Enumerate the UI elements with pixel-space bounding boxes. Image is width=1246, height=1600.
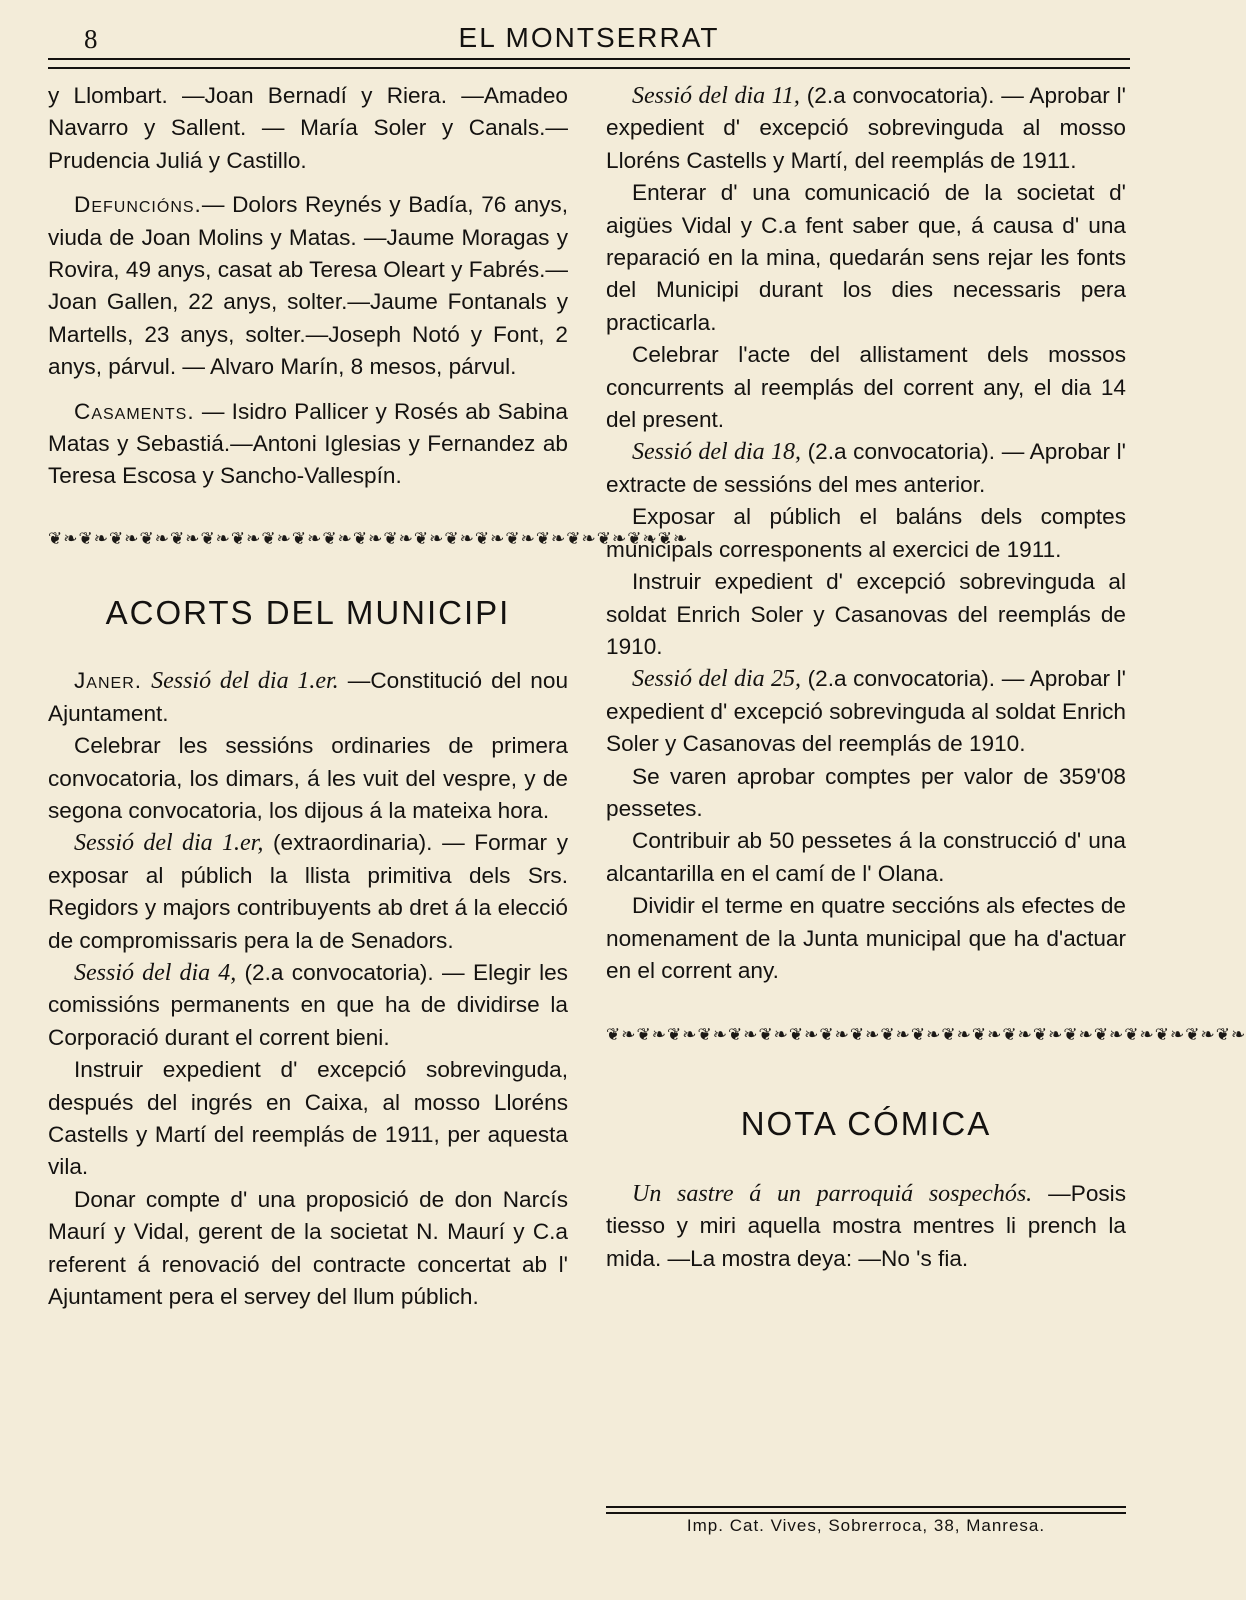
deaths-text: — Dolors Reynés y Badía, 76 anys, viuda de Joan Molins y Matas. —Jaume Moragas y Rovira, 49 anys, casat ab Teresa Oleart y Fabrés.—Joan Gallen, 22 anys, solter.—Jaume Fontanals y Martells, 23 anys, solter.—Joseph Notó y Font, 2 anys, párvul. — Alvaro Marín, 8 mesos, párvul.	[48, 192, 568, 380]
right-column	[606, 80, 1246, 1275]
session-title: Sessió del dia 18,	[632, 439, 802, 466]
paragraph-instruir: Instruir expedient d' excepció sobrevinguda, después del ingrés en Caixa, al mosso Lloréns Castells y Martí del reemplás de 1911, per aquesta vila.	[48, 1057, 568, 1180]
printer-imprint: Imp. Cat. Vives, Sobrerroca, 38, Manresa.	[686, 1516, 1046, 1535]
session-title: Sessió del dia 1.er.	[151, 668, 339, 695]
marriages-paragraph	[48, 396, 568, 493]
session-text: (2.a convocatoria). — Aprobar l' expedient d' excepció sobrevinguda al soldat Enrich Soler y Casanovas del reemplás de 1910.	[606, 666, 1126, 757]
page-header	[48, 18, 1130, 60]
paragraph-donar: Donar compte d' una proposició de don Narcís Maurí y Vidal, gerent de la societat N. Maurí y C.a referent á renovació del contracte concertat ab l' Ajuntament pera el servey del llum públich.	[48, 1186, 568, 1309]
paragraph-instruir-soldat: Instruir expedient d' excepció sobrevinguda al soldat Enrich Soler y Casanovas del reemplás de 1910.	[606, 569, 1126, 659]
session-11-paragraph	[606, 80, 1126, 177]
comic-note-title: Un sastre á un parroquiá sospechós.	[632, 1180, 1033, 1207]
ornament-divider: ❦❧❦❧❦❧❦❧❦❧❦❧❦❧❦❧❦❧❦❧❦❧❦❧❦❧❦❧❦❧❦❧❦❧❦❧❦❧❦❧❦❧	[48, 528, 689, 548]
comic-note-text: —Posis tiesso y miri aquella mostra mentres li prench la mida. —La mostra deya: —No 's fia.	[606, 1180, 1126, 1271]
paragraph-enterar: Enterar d' una comunicació de la societat d' aigües Vidal y C.a fent saber que, á causa d' una reparació en la mina, quedarán sens rejar les fonts del Municipi durant los dies necessaris pera practicarla.	[606, 180, 1126, 335]
session-title: Sessió del dia 1.er,	[74, 830, 264, 857]
header-rule	[48, 58, 1130, 69]
journal-title: EL MONTSERRAT	[458, 22, 720, 53]
session-25-paragraph	[606, 663, 1126, 760]
session-text: (2.a convocatoria). — Aprobar l' extracte de sessións del mes anterior.	[606, 439, 1126, 497]
session-text: —Constitució del nou Ajuntament.	[48, 668, 569, 726]
paragraph-dividir: Dividir el terme en quatre seccións als efectes de nomenament de la Junta municipal que ha d'actuar en el corrent any.	[606, 893, 1126, 983]
session-text: (2.a convocatoria). — Aprobar l' expedient d' excepció sobrevinguda al mosso Lloréns Castells y Martí, del reemplás de 1911.	[606, 83, 1126, 173]
section-heading-nota: NOTA CÓMICA	[740, 1104, 992, 1142]
left-column	[48, 80, 689, 1313]
deaths-label: Defuncións.	[74, 192, 202, 218]
session-1-paragraph	[48, 665, 568, 730]
section-heading-acorts: ACORTS DEL MUNICIPI	[105, 594, 511, 632]
paragraph-exposar: Exposar al públich el baláns dels comptes municipals corresponents al exercici de 1911.	[606, 504, 1126, 562]
paragraph-comptes: Se varen aprobar comptes per valor de 359'08 pessetes.	[606, 763, 1126, 821]
paragraph-contribuir: Contribuir ab 50 pessetes á la construcció d' una alcantarilla en el camí de l' Olana.	[606, 828, 1126, 886]
session-1b-paragraph	[48, 827, 568, 957]
births-list-continued: y Llombart. —Joan Bernadí y Riera. —Amadeo Navarro y Sallent. — María Soler y Canals.—Prudencia Juliá y Castillo.	[48, 83, 568, 173]
session-text: (2.a convocatoria). — Elegir les comissións permanents en que ha de dividirse la Corporació durant el corrent bieni.	[48, 959, 568, 1050]
session-title: Sessió del dia 4,	[74, 959, 237, 986]
session-text: (extraordinaria). — Formar y exposar al públich la llista primitiva dels Srs. Regidors y majors contribuyents ab dret á la elecció de compromissaris pera la de Senadors.	[48, 830, 568, 953]
marriages-text: — Isidro Pallicer y Rosés ab Sabina Matas y Sebastiá.—Antoni Iglesias y Fernandez ab Teresa Escosa y Sancho-Vallespín.	[48, 398, 568, 489]
month-label: Janer.	[74, 668, 143, 694]
footer-rule	[606, 1506, 1126, 1514]
marriages-label: Casaments.	[74, 398, 195, 424]
session-4-paragraph	[48, 957, 568, 1054]
session-18-paragraph	[606, 436, 1126, 501]
ornament-divider: ❦❧❦❧❦❧❦❧❦❧❦❧❦❧❦❧❦❧❦❧❦❧❦❧❦❧❦❧❦❧❦❧❦❧❦❧❦❧❦❧❦❧	[606, 1025, 1246, 1045]
comic-note-paragraph	[606, 1178, 1126, 1275]
page-number: 8	[84, 24, 98, 54]
paragraph-celebrar-allistament: Celebrar l'acte del allistament dels mossos concurrents al reemplás del corrent any, el dia 14 del present.	[606, 342, 1126, 433]
deaths-paragraph	[48, 189, 568, 383]
paragraph-celebrar: Celebrar les sessións ordinaries de primera convocatoria, los dimars, á les vuit del vespre, y de segona convocatoria, los dijous á la mateixa hora.	[48, 733, 568, 823]
session-title: Sessió del dia 25,	[632, 666, 802, 693]
session-title: Sessió del dia 11,	[632, 83, 800, 109]
